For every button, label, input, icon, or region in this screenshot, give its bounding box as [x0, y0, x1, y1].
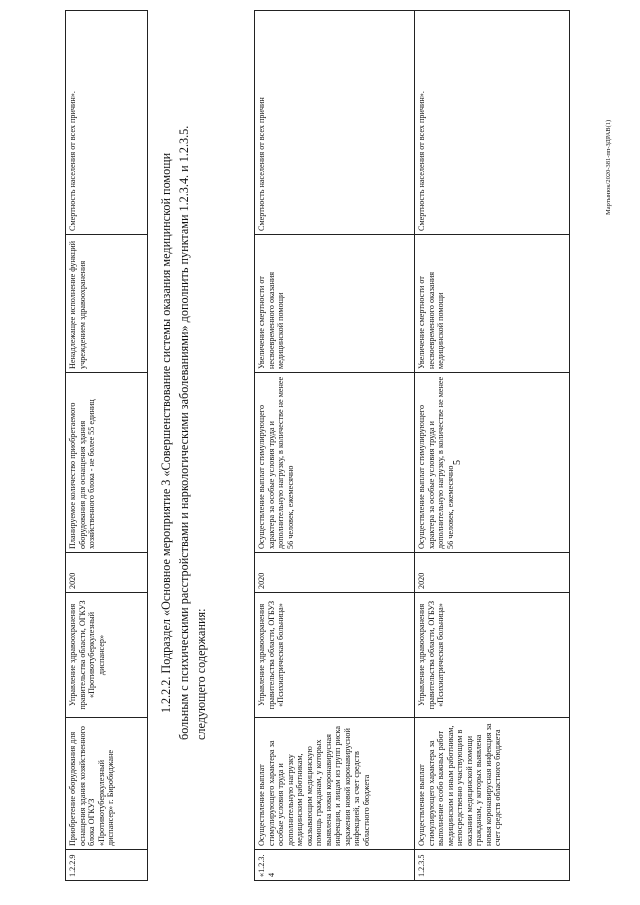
year: 2020	[66, 553, 148, 593]
measures-table-bottom	[254, 10, 570, 881]
document-code: Мартынюк/2020-381-пп-ЗДРАВ(1)	[605, 119, 612, 215]
heading-line-3: следующего содержания:	[194, 608, 209, 740]
heading-line-2: больным с психическими расстройствами и наркологическими заболеваниями» дополнить пунктами 1.2.3.4. и 1.2.3.5.	[176, 125, 191, 740]
row-number: 1.2.3.5	[415, 850, 570, 881]
table-row	[66, 11, 148, 881]
expected-result: Осуществление выплат стимулирующего характера за особые условия труда и дополнительную нагрузку, в количестве не менее 56 человек, ежемесячно	[255, 373, 415, 553]
indicator: Смертность населения от всех причин	[255, 11, 415, 235]
risk: Увеличение смертности от несвоевременного оказания медицинской помощи	[415, 235, 570, 373]
executor: Управление здравоохранения правительства области, ОГБУЗ «Психиатрическая больница»	[415, 593, 570, 718]
measures-table-top	[65, 10, 148, 881]
risk: Ненадлежащее исполнение функций учреждением здравоохранения	[66, 235, 148, 373]
page-number: 5	[452, 460, 463, 465]
row-number: 1.2.2.9	[66, 850, 148, 881]
section-heading	[158, 18, 211, 740]
measure-name: Приобретение оборудования для оснащения здания хозяйственного блока ОГКУЗ «Противотуберкулезный диспансер» г. Биробиджане	[66, 718, 148, 850]
executor: Управление здравоохранения правительства области, ОГБУЗ «Психиатрическая больница»	[255, 593, 415, 718]
heading-line-1: 1.2.2.2. Подраздел «Основное мероприятие 3 «Совершенствование системы оказания медицинской помощи	[159, 152, 173, 714]
year: 2020	[415, 553, 570, 593]
indicator: Смертность населения от всех причин».	[415, 11, 570, 235]
indicator: Смертность населения от всех причин».	[66, 11, 148, 235]
table-row	[255, 11, 415, 881]
expected-result: Осуществление выплат стимулирующего характера за особые условия труда и дополнительную нагрузку, в количестве не менее 56 человек, ежемесячно	[415, 373, 570, 553]
risk: Увеличение смертности от несвоевременного оказания медицинской помощи	[255, 235, 415, 373]
table-row	[415, 11, 570, 881]
measure-name: Осуществление выплат стимулирующего характера за выполнение особо важных работ медицинским и иным работникам, непосредственно участвующим в оказании медицинской помощи гражданам, у которых выявлена новая коронавирусная инфекция за счет средств областного бюджета	[415, 718, 570, 850]
expected-result: Планируемое количество приобретаемого оборудования для оснащения здания хозяйственного блока - не более 55 единиц	[66, 373, 148, 553]
executor: Управление здравоохранения правительства области, ОГКУЗ «Противотуберкулезный диспансер»	[66, 593, 148, 718]
row-number: «1.2.3.4	[255, 850, 415, 881]
measure-name: Осуществление выплат стимулирующего характера за особые условия труда и дополнительную нагрузку медицинским работникам, оказывающим медицинскую помощь гражданам, у которых выявлена новая коронавирусная инфекция, и лицам из групп риска заражения новой коронавирусной инфекцией, за счет средств областного бюджета	[255, 718, 415, 850]
year: 2020	[255, 553, 415, 593]
